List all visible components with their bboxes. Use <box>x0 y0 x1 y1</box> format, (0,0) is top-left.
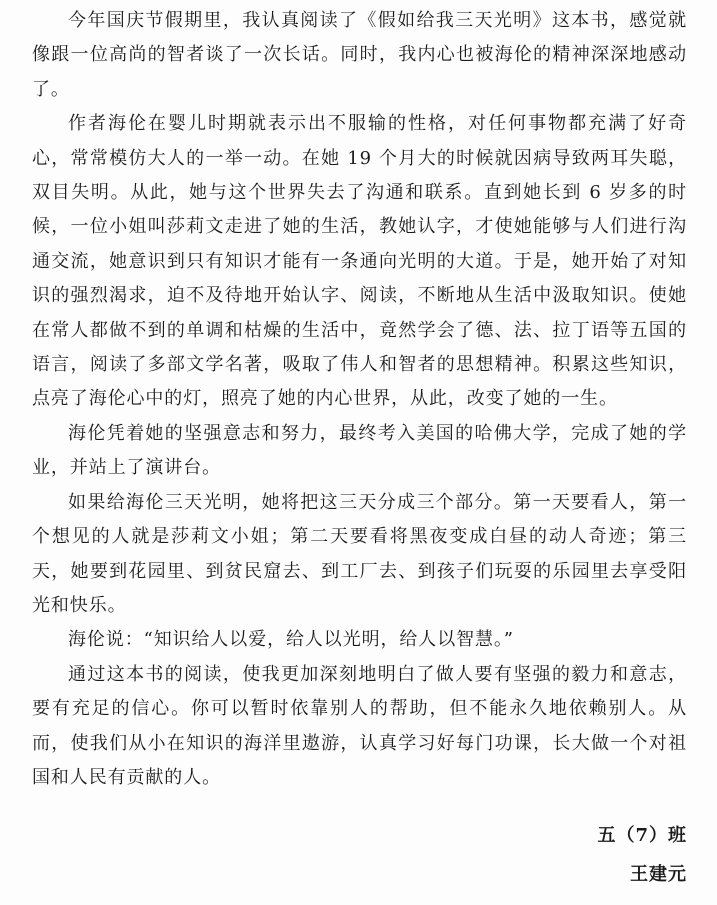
essay-paragraph-6: 通过这本书的阅读，使我更加深刻地明白了做人要有坚强的毅力和意志，要有充足的信心。你可以暂时依靠别人的帮助，但不能永久地依赖别人。从而，使我们从小在知识的海洋里遨游，认真学习好每门功课，长大做一个对祖国和人民有贡献的人。 <box>32 663 687 788</box>
essay-paragraph-4: 如果给海伦三天光明，她将把这三天分成三个部分。第一天要看人，第一个想见的人就是莎莉文小姐；第二天要看将黑夜变成白昼的动人奇迹；第三天，她要到花园里、到贫民窟去、到工厂去、到孩子们玩耍的乐园里去享受阳光和快乐。 <box>32 491 687 616</box>
essay-paragraph-1: 今年国庆节假期里，我认真阅读了《假如给我三天光明》这本书，感觉就像跟一位高尚的智者谈了一次长话。同时，我内心也被海伦的精神深深地感动了。 <box>32 10 687 100</box>
essay-paragraph-2: 作者海伦在婴儿时期就表示出不服输的性格，对任何事物都充满了好奇心，常常模仿大人的一举一动。在她 19 个月大的时候就因病导致两耳失聪，双目失明。从此，她与这个世界失去了沟通和联系。直到她长到 6 岁多的时候，一位小姐叫莎莉文走进了她的生活，教她认字，才使她能够与人们进行沟通交流，她意识到只有知识才能有一条通向光明的大道。于是，她开始了对知识的强烈渴求，迫不及待地开始认字、阅读，不断地从生活中汲取知识。使她在常人都做不到的单调和枯燥的生活中，竟然学会了德、法、拉丁语等五国的语言，阅读了多部文学名著，吸取了伟人和智者的思想精神。积累这些知识，点亮了海伦心中的灯，照亮了她的内心世界，从此，改变了她的一生。 <box>32 113 687 410</box>
signature-class: 五（7）班 <box>597 825 687 846</box>
essay-paragraph-3: 海伦凭着她的坚强意志和努力，最终考入美国的哈佛大学，完成了她的学业，并站上了演讲台。 <box>32 422 687 479</box>
essay-paragraph-5: 海伦说：“知识给人以爱，给人以光明，给人以智慧。” <box>68 629 514 651</box>
signature-author: 王建元 <box>630 864 687 885</box>
